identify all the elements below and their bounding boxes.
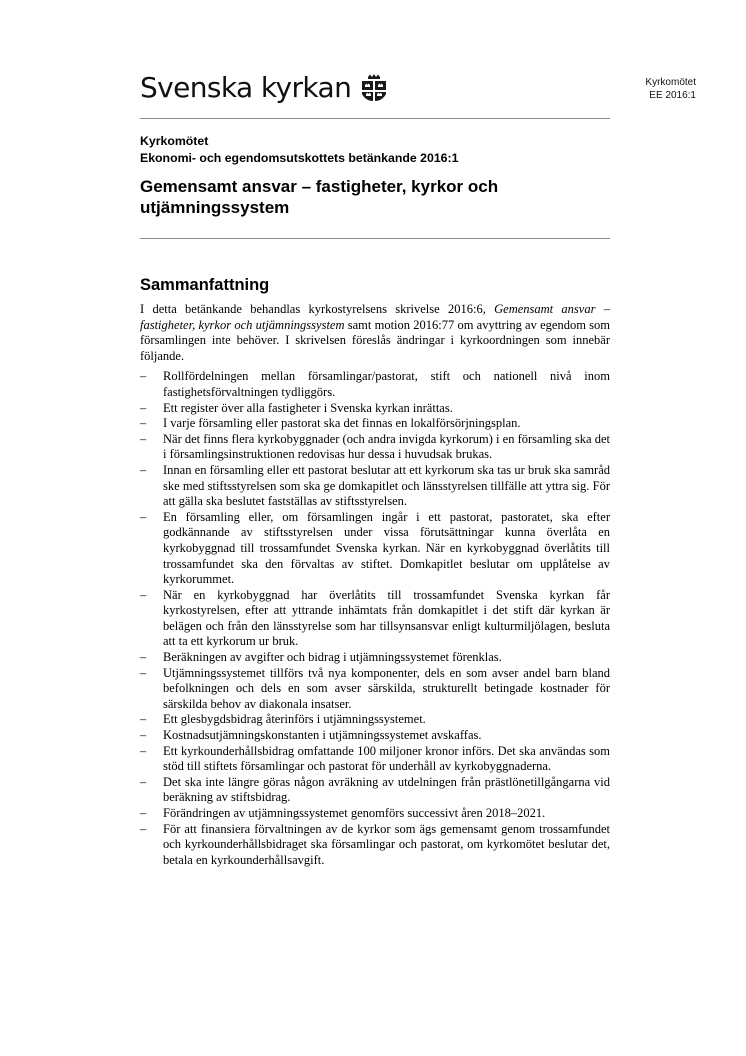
list-item xyxy=(140,588,610,650)
list-item xyxy=(140,728,610,744)
list-dash: – xyxy=(140,821,147,836)
list-item xyxy=(140,666,610,713)
summary-list xyxy=(140,369,610,868)
logo-text: Svenska kyrkan xyxy=(140,71,352,104)
meta-line-2: Ekonomi- och egendomsutskottets betänkande 2016:1 xyxy=(140,151,459,165)
list-item-text: Beräkningen av avgifter och bidrag i utjämningssystemet förenklas. xyxy=(163,650,502,665)
title-divider xyxy=(140,238,610,239)
church-emblem-icon xyxy=(359,73,389,103)
list-dash: – xyxy=(140,587,147,602)
list-item-text: Innan en församling eller ett pastorat beslutar att ett kyrkorum ska tas ur bruk ska samråd ske med stiftsstyrelsen som ska ge domkapitlet och länsstyrelsen tillfälle att yttra sig. För att gälla ska beslutet fastställas av stiftsstyrelsen. xyxy=(163,462,610,509)
list-dash: – xyxy=(140,650,147,665)
list-item xyxy=(140,822,610,869)
list-item-text: Ett glesbygdsbidrag återinförs i utjämningssystemet. xyxy=(163,712,426,727)
list-dash: – xyxy=(140,728,147,743)
intro-paragraph xyxy=(140,302,610,364)
list-dash: – xyxy=(140,416,147,431)
list-item-text: En församling eller, om församlingen ingår i ett pastorat, pastoratet, ska efter godkännande av stiftsstyrelsen under vissa förutsättningar kunna överlåta en kyrkobyggnad till trossamfundet Svenska kyrkan. När en kyrkobyggnad överlåtits till trossamfundet ska den förvaltas av stiftet. Domkapitlet beslutar om upplåtelse av kyrkorummet. xyxy=(163,509,610,587)
page-title: Gemensamt ansvar – fastigheter, kyrkor och utjämningssystem xyxy=(140,177,499,217)
list-item xyxy=(140,650,610,666)
list-item-text: Ett register över alla fastigheter i Svenska kyrkan inrättas. xyxy=(163,400,453,415)
list-item xyxy=(140,775,610,806)
intro-text-2: samt motion 2016:77 om avyttring av egendom som församlingen inte behöver. I skrivelsen föreslås ändringar i kyrkoordningen som innebär följande. xyxy=(140,317,611,363)
list-item-text: Utjämningssystemet tillförs två nya komponenter, dels en som avser andel barn bland befolkningen och dels en som avser särskilda, strukturellt betingade kostnader för särskilda behov av diakonala insatser. xyxy=(163,665,610,711)
list-dash: – xyxy=(140,806,147,820)
list-dash: – xyxy=(140,665,147,680)
list-item xyxy=(140,463,610,510)
list-item xyxy=(140,744,610,775)
list-item xyxy=(140,416,610,432)
list-dash: – xyxy=(140,509,147,524)
list-item-text: När det finns flera kyrkobyggnader (och andra invigda kyrkorum) i en församling ska det i församlingsinstruktionen redovisas hur dessa i huvudsak brukas. xyxy=(163,431,610,462)
list-item xyxy=(140,712,610,728)
list-item-text: För att finansiera förvaltningen av de kyrkor som ägs gemensamt genom trossamfundet och kyrkounderhållsbidraget ska församlingar och pastorat, om kyrkomötet beslutar det, betala en kyrkounderhållsavgift. xyxy=(163,821,610,867)
list-item xyxy=(140,401,610,417)
intro-italic-title: Gemensamt ansvar – fastigheter, kyrkor och utjämningssystem xyxy=(140,302,610,332)
ref-line-2: EE 2016:1 xyxy=(649,90,696,101)
list-dash: – xyxy=(140,743,147,758)
list-item-text: Rollfördelningen mellan församlingar/pastorat, stift och nationell nivå inom fastighetsförvaltningen tydliggörs. xyxy=(163,369,610,399)
list-dash: – xyxy=(140,462,147,477)
list-dash: – xyxy=(140,712,147,727)
list-dash: – xyxy=(140,400,147,415)
list-item xyxy=(140,369,610,400)
list-item-text: Kostnadsutjämningskonstanten i utjämningssystemet avskaffas. xyxy=(163,728,482,743)
logo xyxy=(140,68,389,108)
document-reference xyxy=(612,76,696,102)
intro-text-1: I detta betänkande behandlas kyrkostyrelsens skrivelse 2016:6, xyxy=(140,302,495,316)
list-item-text: Det ska inte längre göras någon avräkning av utdelningen från prästlönetillgångarna vid beräkning av stiftsbidrag. xyxy=(163,774,610,805)
list-item xyxy=(140,806,610,822)
list-item-text: Förändringen av utjämningssystemet genomförs successivt åren 2018–2021. xyxy=(163,806,546,820)
list-dash: – xyxy=(140,369,147,384)
list-item-text: I varje församling eller pastorat ska det finnas en lokalförsörjningsplan. xyxy=(163,416,521,431)
list-dash: – xyxy=(140,774,147,789)
list-item xyxy=(140,510,610,588)
list-item xyxy=(140,432,610,463)
ref-line-1: Kyrkomötet xyxy=(645,77,696,88)
header-divider xyxy=(140,118,610,119)
meta-block xyxy=(140,133,610,167)
summary-body xyxy=(140,302,610,868)
list-dash: – xyxy=(140,431,147,446)
section-title: Sammanfattning xyxy=(140,276,270,294)
list-item-text: När en kyrkobyggnad har överlåtits till trossamfundet Svenska kyrkan får kyrkostyrelsen, efter att yttrande inhämtats från domkapitlet i det stift där kyrkan är belägen och från den länsstyrelse som har tillsynsansvar enligt kulturmiljölagen, besluta att ta ett kyrkorum ur bruk. xyxy=(163,587,610,649)
list-item-text: Ett kyrkounderhållsbidrag omfattande 100 miljoner kronor införs. Det ska användas som stöd till stiftets församlingar och pastorat för underhåll av kyrkobyggnaderna. xyxy=(163,743,610,774)
meta-line-1: Kyrkomötet xyxy=(140,134,209,148)
